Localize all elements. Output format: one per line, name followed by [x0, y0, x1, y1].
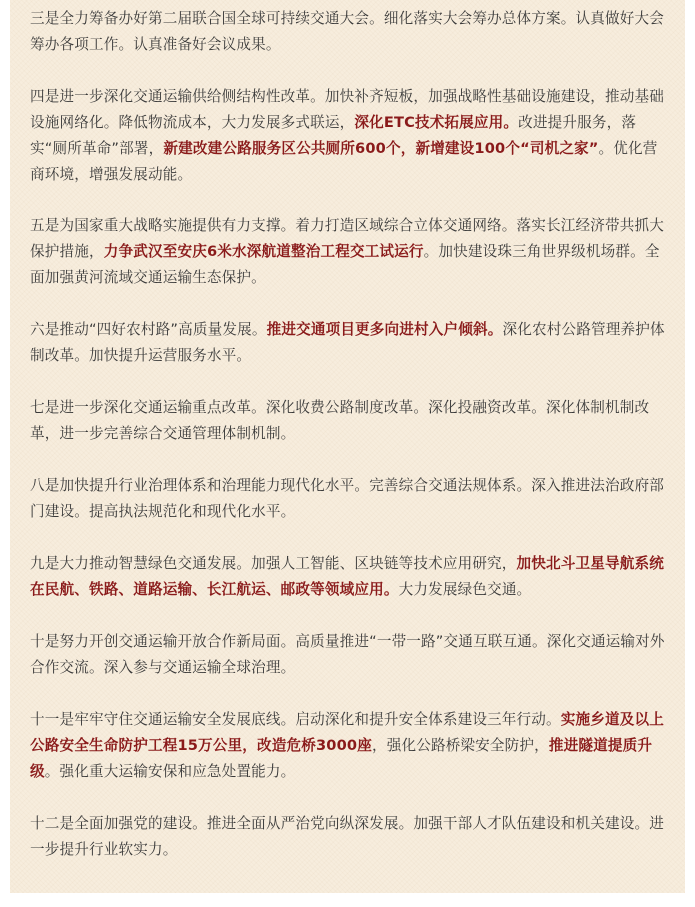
- paragraph-item-12: [30, 811, 672, 863]
- paragraph-text: 六是推动“四好农村路”高质量发展。: [30, 321, 267, 338]
- paragraph-item-3: [30, 6, 672, 58]
- paragraph-item-10: [30, 629, 672, 681]
- paragraph-item-6: [30, 317, 672, 369]
- paragraph-text: 。加快建设珠三角世界级机场群。全面加强黄河流域交通运输生态保护。: [30, 243, 660, 286]
- highlighted-text: 推进交通项目更多向进村入户倾斜。: [266, 321, 503, 338]
- paragraph-text: 。强化重大运输安保和应急处置能力。: [44, 763, 296, 780]
- highlighted-text: 实施乡道及以上公路安全生命防护工程15万公里，改造危桥3000座: [30, 711, 664, 754]
- highlighted-text: 深化ETC技术拓展应用。: [354, 114, 519, 131]
- paragraph-text: 十一是牢牢守住交通运输安全发展底线。启动深化和提升安全体系建设三年行动。: [30, 711, 561, 728]
- paragraph-item-9: [30, 551, 672, 603]
- paragraph-item-5: [30, 213, 672, 291]
- paragraph-text: 十二是全面加强党的建设。推进全面从严治党向纵深发展。加强干部人才队伍建设和机关建设。进一步提升行业软实力。: [30, 815, 664, 858]
- paragraph-text: 改进提升服务，落实“厕所革命”部署，: [30, 114, 637, 157]
- paragraph-item-4: [30, 84, 672, 188]
- paragraph-item-11: [30, 707, 672, 785]
- paragraph-text: ，强化公路桥梁安全防护，: [371, 737, 549, 754]
- paragraph-text: 五是为国家重大战略实施提供有力支撑。着力打造区域综合立体交通网络。落实长江经济带共抓大保护措施，: [30, 217, 664, 260]
- paragraph-text: 八是加快提升行业治理体系和治理能力现代化水平。完善综合交通法规体系。深入推进法治政府部门建设。提高执法规范化和现代化水平。: [30, 477, 664, 520]
- paragraph-text: 十是努力开创交通运输开放合作新局面。高质量推进“一带一路”交通互联互通。深化交通运输对外合作交流。深入参与交通运输全球治理。: [30, 633, 665, 676]
- paragraph-text: 。优化营商环境，增强发展动能。: [30, 140, 658, 183]
- paragraph-text: 三是全力筹备办好第二届联合国全球可持续交通大会。细化落实大会筹办总体方案。认真做好大会筹办各项工作。认真准备好会议成果。: [30, 10, 664, 53]
- paragraph-item-7: [30, 395, 672, 447]
- highlighted-text: 推进隧道提质升级: [30, 737, 653, 780]
- paragraph-text: 深化农村公路管理养护体制改革。加快提升运营服务水平。: [30, 321, 665, 364]
- article-paper: [10, 0, 685, 893]
- paragraph-text: 七是进一步深化交通运输重点改革。深化收费公路制度改革。深化投融资改革。深化体制机制改革，进一步完善综合交通管理体制机制。: [30, 399, 650, 442]
- highlighted-text: 新建改建公路服务区公共厕所600个，新增建设100个“司机之家”: [163, 140, 599, 157]
- paragraph-text: 四是进一步深化交通运输供给侧结构性改革。加快补齐短板，加强战略性基础设施建设，推动基础设施网络化。降低物流成本，大力发展多式联运，: [30, 88, 664, 131]
- paragraph-item-8: [30, 473, 672, 525]
- paragraph-text: 九是大力推动智慧绿色交通发展。加强人工智能、区块链等技术应用研究，: [30, 555, 517, 572]
- highlighted-text: 力争武汉至安庆6米水深航道整治工程交工试运行: [103, 243, 424, 260]
- paragraph-text: 大力发展绿色交通。: [398, 581, 532, 598]
- highlighted-text: 加快北斗卫星导航系统在民航、铁路、道路运输、长江航运、邮政等领域应用。: [30, 555, 664, 598]
